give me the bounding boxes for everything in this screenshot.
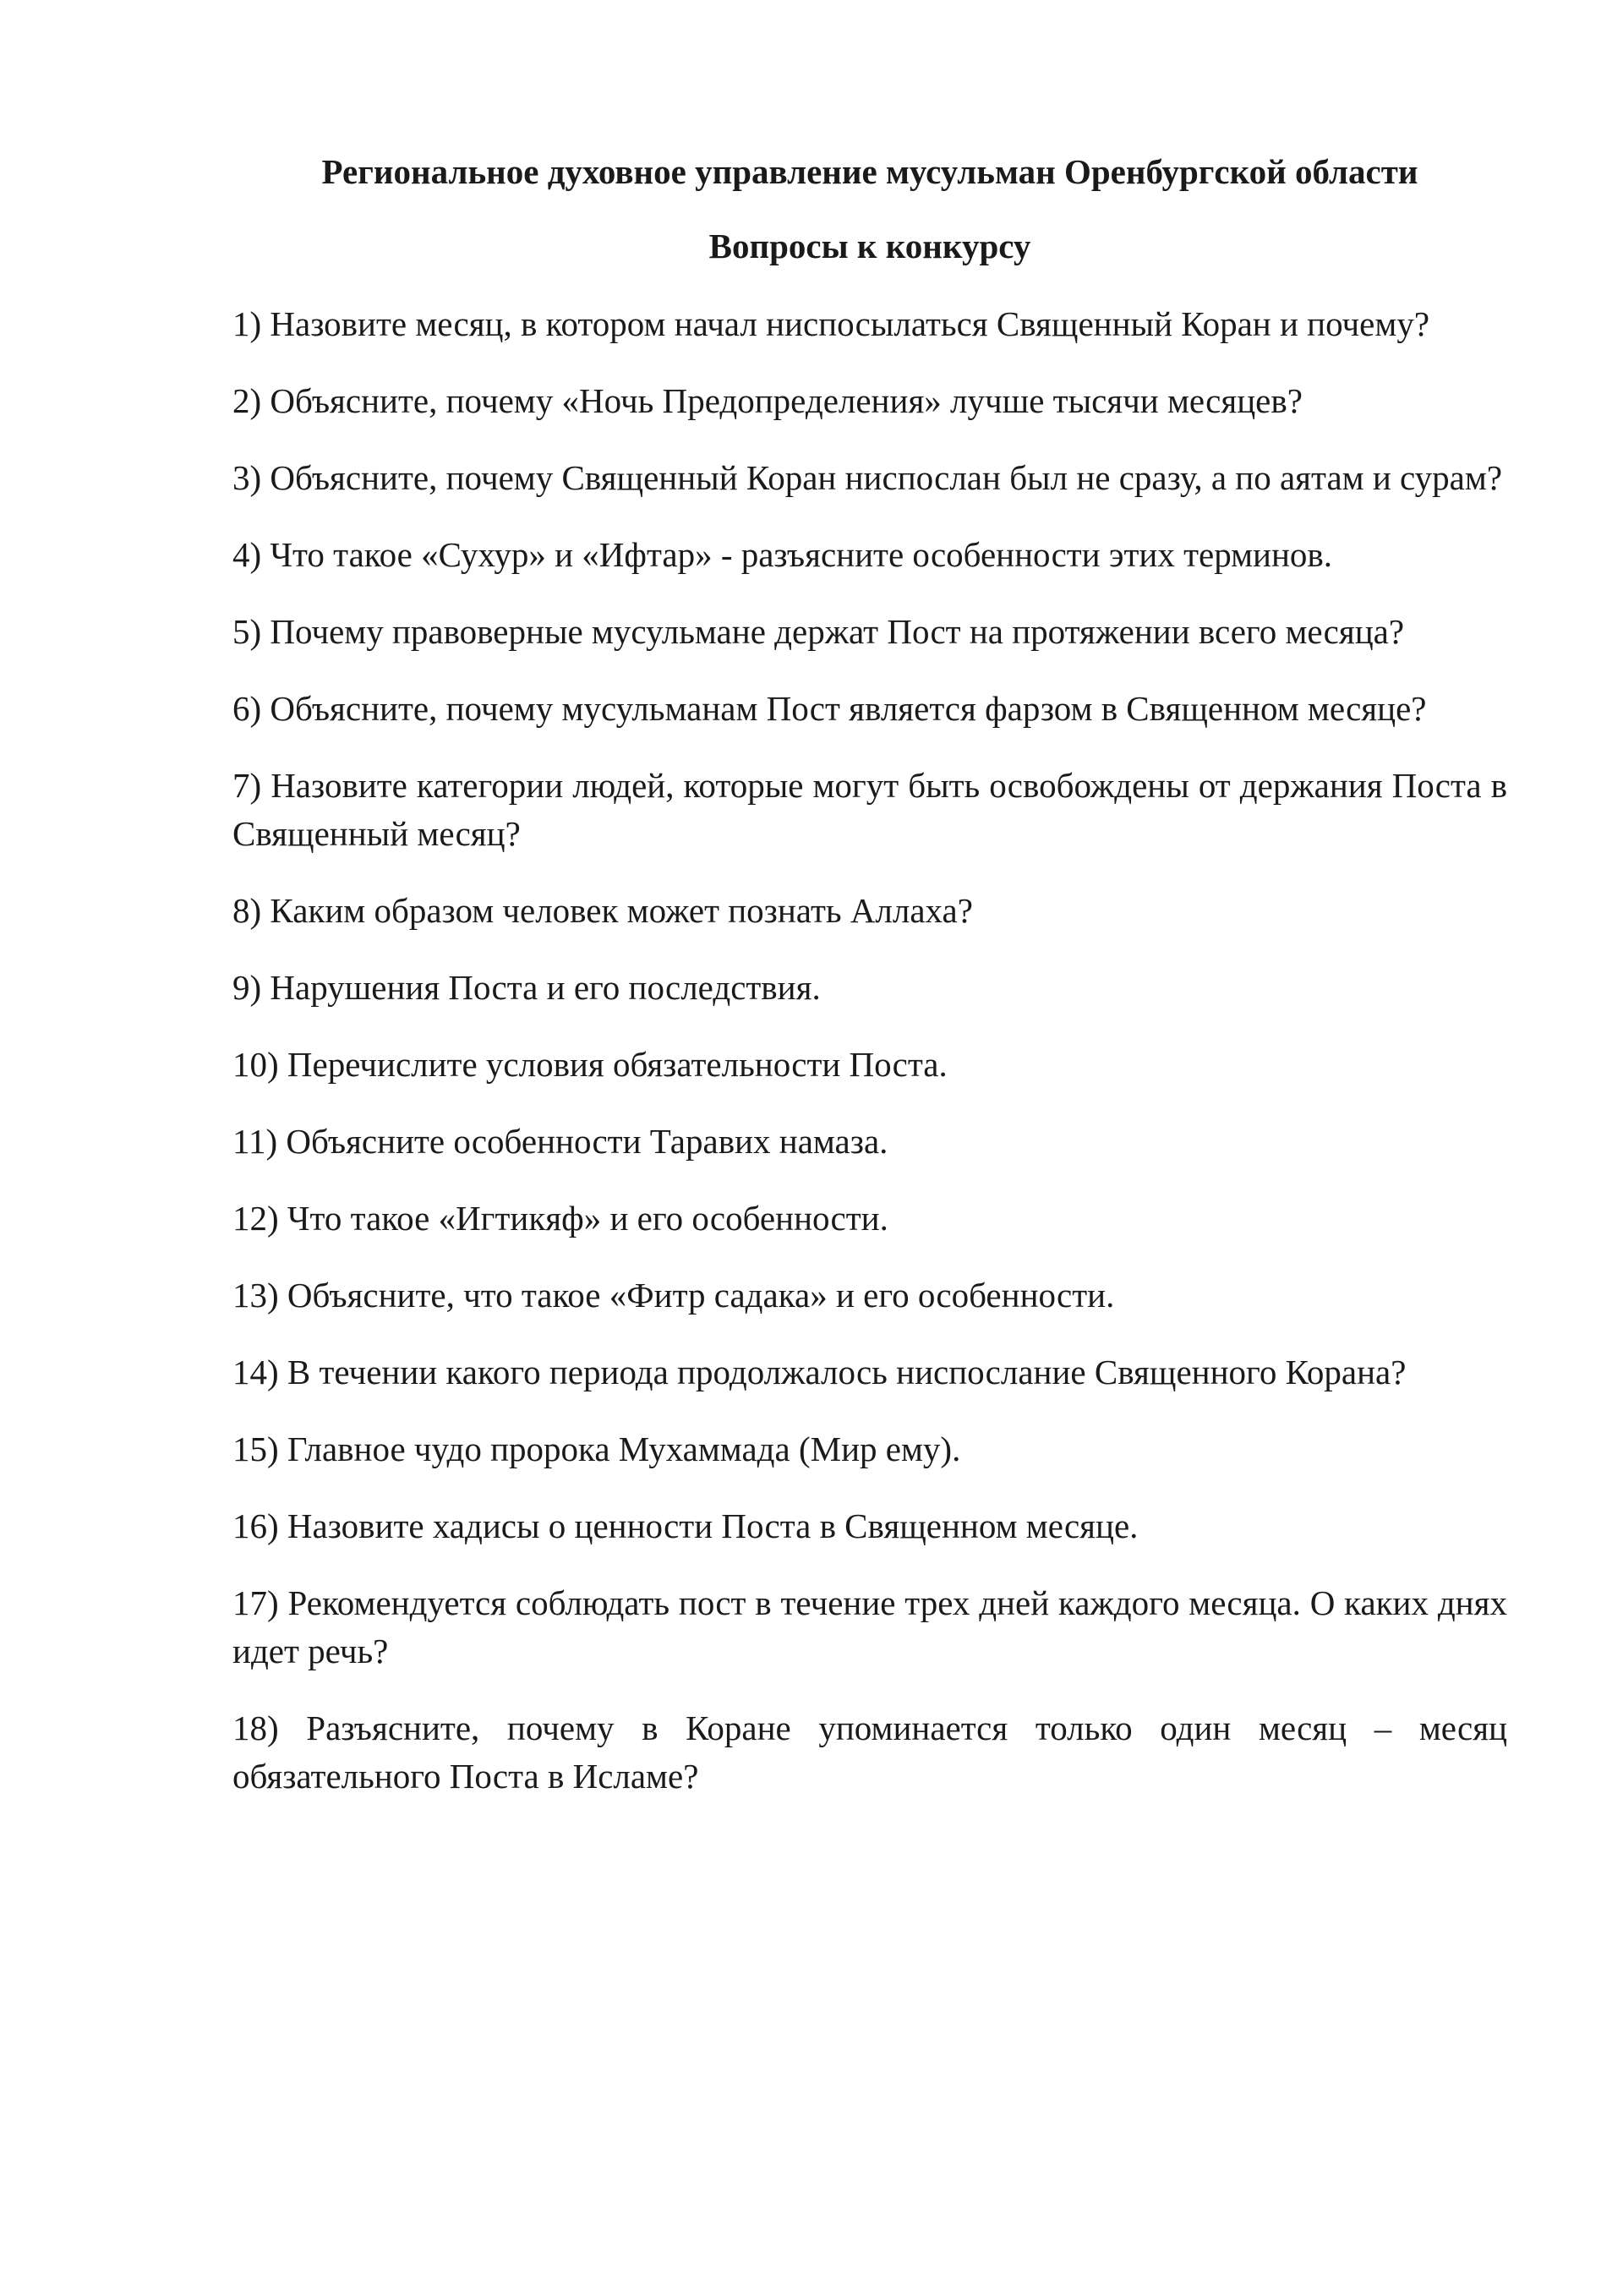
question-item: 17) Рекомендуется соблюдать пост в течение трех дней каждого месяца. О каких днях идет речь? [232,1583,1507,1670]
question-item: 5) Почему правоверные мусульмане держат Пост на протяжении всего месяца? [232,612,1405,651]
question-item: 13) Объясните, что такое «Фитр садака» и его особенности. [232,1276,1115,1315]
question-item: 11) Объясните особенности Таравих намаза. [232,1122,888,1161]
question-item: 3) Объясните, почему Священный Коран ниспослан был не сразу, а по аятам и сурам? [232,458,1503,497]
questions-list [232,300,1507,1801]
question-item: 9) Нарушения Поста и его последствия. [232,968,821,1007]
question-item: 2) Объясните, почему «Ночь Предопределения» лучше тысячи месяцев? [232,381,1303,420]
question-item: 1) Назовите месяц, в котором начал ниспосылаться Священный Коран и почему? [232,304,1430,343]
question-item: 15) Главное чудо пророка Мухаммада (Мир ему). [232,1430,961,1468]
document-page [232,148,1507,1829]
organization-heading: Региональное духовное управление мусульман Оренбургской области [321,152,1418,191]
document-title: Вопросы к конкурсу [708,227,1031,265]
question-item: 18) Разъясните, почему в Коране упоминается только один месяц – месяц обязательного Поста в Исламе? [232,1708,1507,1796]
question-item: 7) Назовите категории людей, которые могут быть освобождены от держания Поста в Священный месяц? [232,766,1507,853]
question-item: 12) Что такое «Игтикяф» и его особенности. [232,1199,888,1238]
question-item: 16) Назовите хадисы о ценности Поста в Священном месяце. [232,1506,1139,1545]
question-item: 8) Каким образом человек может познать Аллаха? [232,891,973,930]
question-item: 14) В течении какого периода продолжалось ниспослание Священного Корана? [232,1353,1407,1391]
question-item: 6) Объясните, почему мусульманам Пост является фарзом в Священном месяце? [232,689,1427,728]
question-item: 10) Перечислите условия обязательности Поста. [232,1045,948,1084]
question-item: 4) Что такое «Сухур» и «Ифтар» - разъясните особенности этих терминов. [232,535,1333,574]
